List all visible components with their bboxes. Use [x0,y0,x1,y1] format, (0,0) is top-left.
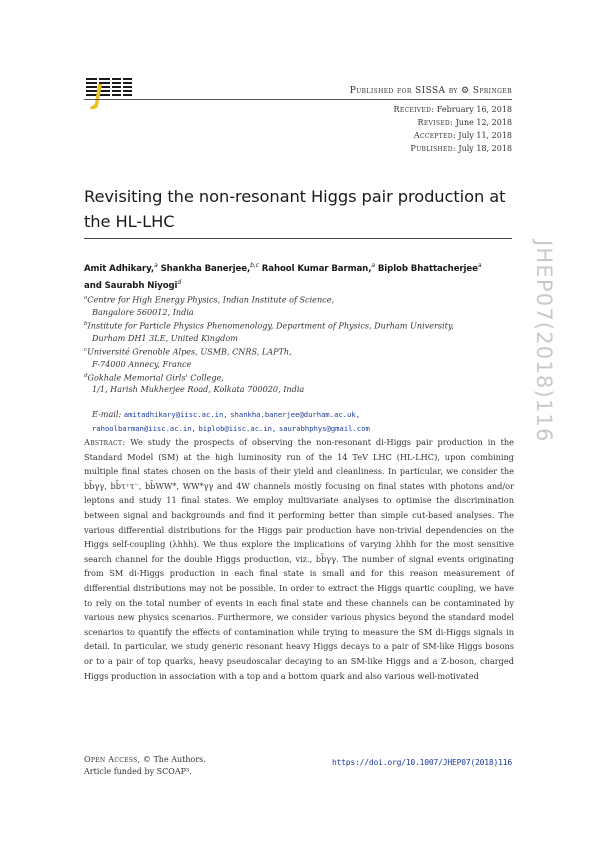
history-revised: Revised: June 12, 2018 [417,118,512,127]
author: Rahool Kumar Barman,$^a$ [261,262,375,274]
email-link[interactable]: amitadhikary@iisc.ac.in, [123,410,228,419]
doi-link[interactable]: https://doi.org/10.1007/JHEP07(2018)116 [331,758,512,767]
footer-license [84,754,324,778]
history-received: Received: February 16, 2018 [393,105,512,114]
title-rule [84,238,512,239]
journal-stamp-text: JHEP07(2018)116 [532,240,556,443]
affiliation: $^c$Université Grenoble Alpes, USMB, CNRS, LAPTh, F-74000 Annecy, France [84,346,292,369]
publication-history [330,103,512,155]
affiliations [84,292,524,396]
email-link[interactable]: shankha.banerjee@durham.ac.uk, [230,410,361,419]
jhep-logo [84,76,134,110]
author: and Saurabh Niyogi$^d$ [84,278,182,291]
author: Biplob Bhattacherjee$^a$ [377,262,482,274]
affiliation: $^a$Centre for High Energy Physics, Indian Institute of Science, Bangalore 560012, India [84,294,335,317]
open-access-label: Open Access, [84,755,141,764]
abstract [84,435,514,683]
email-block [92,408,522,435]
email-label: E-mail: [92,409,122,419]
email-link[interactable]: saurabhphys@gmail.com [278,423,370,433]
affiliation: $^d$Gokhale Memorial Girls' College, 1/1, Harish Mukherjee Road, Kolkata 700020, India [84,372,305,395]
abstract-label: Abstract: [84,437,126,447]
copyright: © The Authors. [142,755,206,764]
paper-title: Revisiting the non-resonant Higgs pair production at the HL-LHC [84,187,506,231]
history-published: Published: July 18, 2018 [410,144,512,153]
email-link[interactable]: biplob@iisc.ac.in, [198,423,277,433]
author-list [84,259,516,293]
journal-stamp [520,240,560,500]
header-rule [84,99,512,100]
author: Amit Adhikary,$^a$ [84,262,158,274]
history-accepted: Accepted: July 11, 2018 [413,131,512,140]
affiliation: $^b$Institute for Particle Physics Phenomenology, Department of Physics, Durham University, Durham DH1 3LE, United Kingdom [84,320,454,343]
email-link[interactable]: rahoolbarman@iisc.ac.in, [92,423,196,433]
author: Shankha Banerjee,$^{b,c}$ [160,262,259,274]
abstract-text: We study the prospects of observing the non-resonant di-Higgs pair production in the Standard Model (SM) at the high luminosity run of the 14 TeV LHC (HL-LHC), upon combining multiple final states chosen on the basis of their yield and cleanliness. In particular, we consider the bb̄γγ, bb̄τ⁺τ⁻, bb̄WW*, WW*γγ and 4W channels mostly focusing on final states with photons and/or leptons and study 11 final states. We employ multivariate analyses to optimise the discrimination between signal and backgrounds and find it performing better than simple cut-based analyses. The various differential distributions for the Higgs pair production have non-trivial dependencies on the Higgs self-coupling (λhhh). We thus explore the implications of varying λhhh for the most sensitive search channel for the double Higgs production, viz., bb̄γγ. The number of signal events originating from SM di-Higgs production in each final state is small and for this reason measurement of differential distributions may not be possible. In order to extract the Higgs quartic coupling, we have to rely on the total number of events in each final state and these channels can be contaminated by various new physics scenarios. Furthermore, we consider various physics beyond the standard model scenarios to quantify the effects of contamination while trying to measure the SM di-Higgs signals in detail. In particular, we study generic resonant heavy Higgs decays to a pair of SM-like Higgs bosons or to a pair of top quarks, heavy pseudoscalar decaying to an SM-like Higgs and a Z-boson, charged Higgs production in association with a top and a bottom quark and also various well-motivated [84,437,514,681]
publisher-line: Published for SISSA by ⚙ Springer [349,86,512,96]
funding-note: Article funded by SCOAP³. [84,767,192,776]
